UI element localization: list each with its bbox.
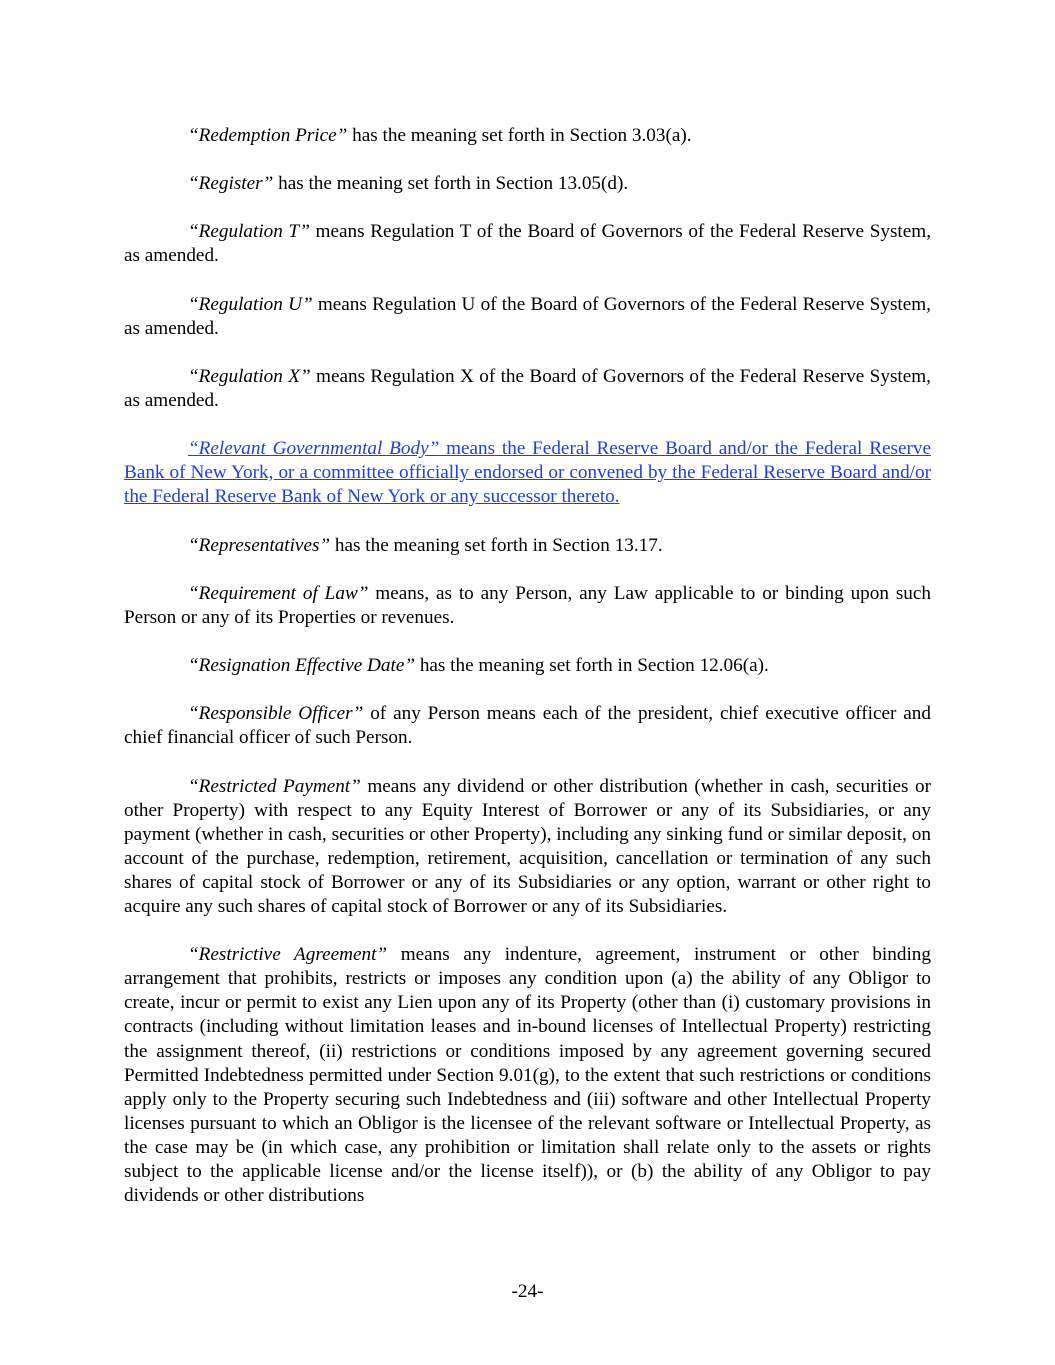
page-number: -24- [511, 1281, 544, 1302]
definition-text: means the Federal Reserve Board and/or the Federal Reserve Bank of New York, or a committee officially endorsed or convened by the Federal Reserve Board and/or the Federal Reserve Bank of New York or any successor thereto. [124, 438, 931, 508]
definition-text: means, as to any Person, any Law applicable to or binding upon such Person or any of its Properties or revenues. [124, 582, 932, 628]
definition-regulation-x [124, 365, 931, 413]
definition-text: of any Person means each of the president, chief executive officer and chief financial officer of such Person. [124, 703, 931, 749]
definition-text: means any indenture, agreement, instrument or other binding arrangement that prohibits, restricts or imposes any condition upon (a) the ability of any Obligor to create, incur or permit to exist any Lien upon any of its Property (other than (i) customary provisions in contracts (including without limitation leases and in-bound licenses of Intellectual Property) restricting the assignment thereof, (ii) restrictions or conditions imposed by any agreement governing secured Permitted Indebtedness permitted under Section 9.01(g), to the extent that such restrictions or conditions apply only to the Property securing such Indebtedness and (iii) software and other Intellectual Property licenses pursuant to which an Obligor is the licensee of the relevant software or Intellectual Property, as the case may be (in which case, any prohibition or limitation shall relate only to the assets or rights subject to the applicable license and/or the license itself)), or (b) the ability of any Obligor to pay dividends or other distributions [124, 944, 931, 1207]
definition-text: means Regulation U of the Board of Governors of the Federal Reserve System, as amended. [124, 293, 931, 339]
defined-term: “Restricted Payment” [188, 775, 361, 797]
definition-text: has the meaning set forth in Section 3.03(a). [347, 125, 692, 146]
defined-term: “Representatives” [188, 534, 331, 556]
defined-term: “Regulation U” [188, 293, 313, 315]
definition-restrictive-agreement [124, 943, 931, 1208]
definition-text: means Regulation T of the Board of Governors of the Federal Reserve System, as amended. [124, 221, 931, 267]
defined-term: “Regulation X” [188, 365, 311, 387]
definition-representatives [124, 534, 931, 558]
definition-text: has the meaning set forth in Section 13.05(d). [273, 173, 629, 195]
defined-term: “Responsible Officer” [188, 703, 364, 725]
defined-term: “Restrictive Agreement” [188, 944, 388, 966]
definition-register [124, 172, 931, 196]
definition-responsible-officer [124, 702, 931, 750]
defined-term: “Requirement of Law” [188, 582, 369, 604]
definition-regulation-t [124, 220, 931, 268]
defined-term: “Regulation T” [188, 221, 310, 243]
defined-term: “Resignation Effective Date” [188, 655, 416, 677]
defined-term: “Register” [188, 173, 274, 195]
definition-requirement-of-law [124, 582, 931, 630]
definition-relevant-governmental-body-inserted [124, 437, 931, 509]
definition-resignation-effective-date [124, 654, 931, 678]
definition-text: means Regulation X of the Board of Governors of the Federal Reserve System, as amended. [124, 365, 931, 412]
definition-restricted-payment [124, 775, 931, 920]
defined-term: “Relevant Governmental Body” [188, 438, 440, 460]
definition-text: has the meaning set forth in Section 13.17. [330, 534, 663, 556]
definition-text: has the meaning set forth in Section 12.06(a). [415, 655, 769, 677]
definition-regulation-u [124, 293, 931, 341]
document-body [124, 124, 931, 1232]
definition-redemption-price [124, 124, 931, 148]
defined-term: “Redemption Price” [188, 125, 348, 146]
definition-text: means any dividend or other distribution (whether in cash, securities or other Property) with respect to any Equity Interest of Borrower or any of its Subsidiaries, or any payment (whether in cash, securities or other Property), including any sinking fund or similar deposit, on account of the purchase, redemption, retirement, acquisition, cancellation or termination of any such shares of capital stock of Borrower or any of its Subsidiaries or any option, warrant or other right to acquire any such shares of capital stock of Borrower or any of its Subsidiaries. [124, 775, 931, 917]
